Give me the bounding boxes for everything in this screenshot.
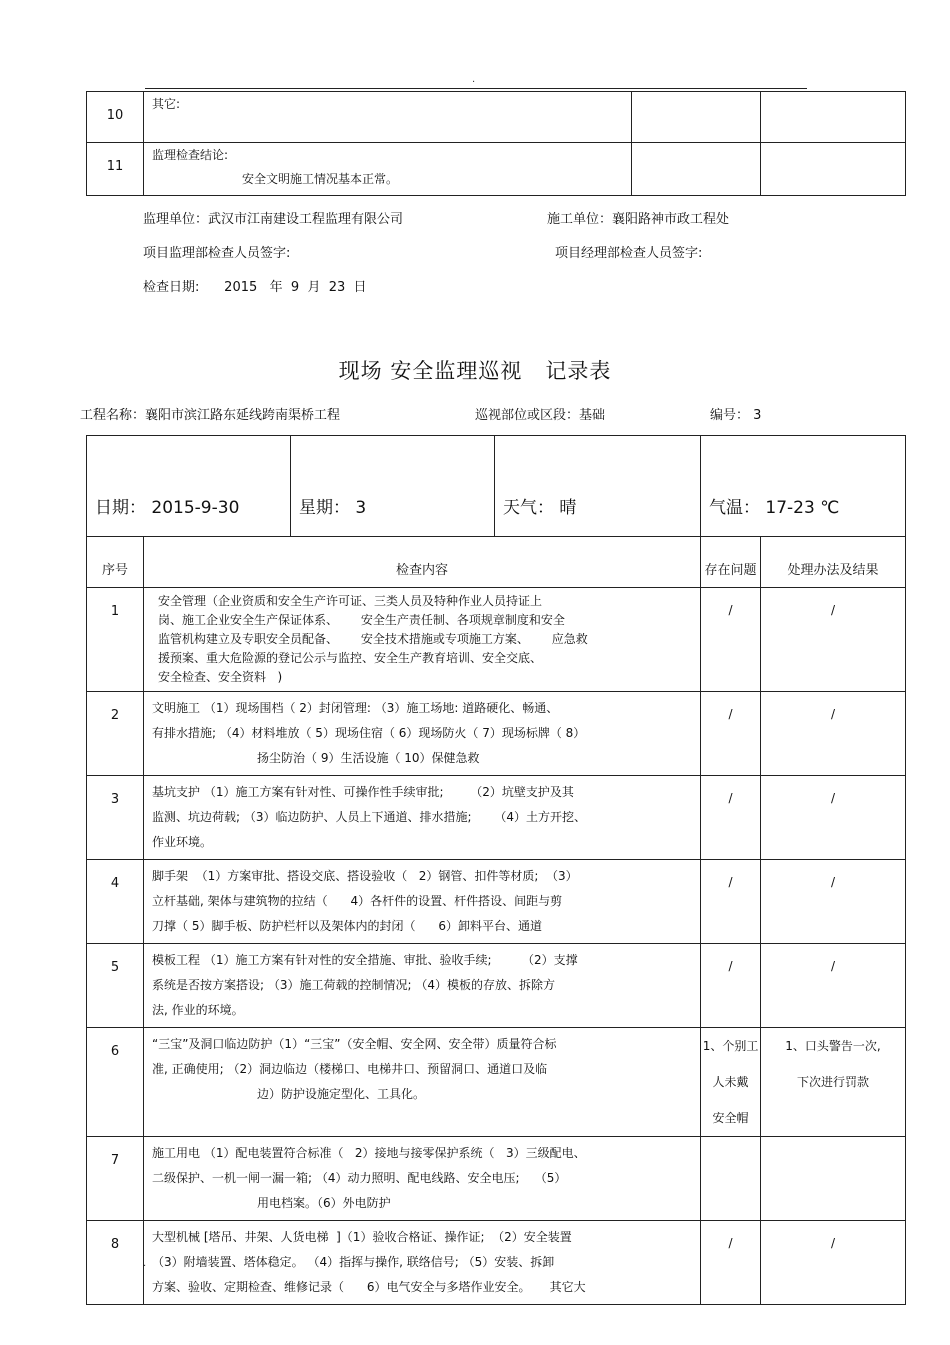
- item-content-line: 基坑支护 （1）施工方案有针对性、可操作性手续审批; （2）坑壁支护及其: [152, 785, 574, 799]
- item-result: [761, 860, 906, 944]
- item-content: [144, 588, 701, 692]
- item-content-line: 监测、坑边荷载; （3）临边防护、人员上下通道、排水措施; （4）土方开挖、: [152, 810, 587, 824]
- item-row: [87, 1028, 906, 1137]
- item-content-line: 有排水措施; （4）材料堆放（ 5）现场住宿（ 6）现场防火（ 7）现场标牌（ 8）: [152, 726, 586, 740]
- item-result-text: /: [830, 791, 836, 805]
- item-content-line: “三宝”及洞口临边防护（1）“三宝”（安全帽、安全网、安全带）质量符合标: [152, 1037, 557, 1051]
- item-content-line: 用电档案。（6）外电防护: [257, 1196, 391, 1210]
- item-issue: [701, 692, 761, 776]
- project-name: 工程名称：襄阳市滨江路东延线跨南渠桥工程: [80, 408, 341, 423]
- item-result-text: /: [830, 1236, 836, 1250]
- item-no: 5: [87, 944, 144, 1028]
- item-content-line: 二级保护、一机一闸一漏一箱; （4）动力照明、配电线路、安全电压; （5）: [152, 1171, 567, 1185]
- item-no: 3: [87, 776, 144, 860]
- item-result: [761, 588, 906, 692]
- item-issue: [701, 1028, 761, 1137]
- page-dot-bottom: .: [143, 1258, 147, 1269]
- row-label: 其它:: [152, 97, 181, 111]
- item-content-line: 脚手架 （1）方案审批、搭设交底、搭设验收（ 2）钢管、扣件等材质; （3）: [152, 869, 578, 883]
- item-issue-text: /: [728, 959, 733, 973]
- item-row: [87, 944, 906, 1028]
- item-issue: [701, 588, 761, 692]
- item-content-line: 刀撑（ 5）脚手板、防护栏杆以及架体内的封闭（ 6）卸料平台、通道: [152, 919, 542, 933]
- item-row: [87, 1137, 906, 1221]
- item-content-line: （3）附墙装置、塔体稳定。 （4）指挥与操作, 联络信号; （5）安装、拆卸: [152, 1255, 555, 1269]
- conclusion-text: 安全文明施工情况基本正常。: [242, 172, 399, 186]
- item-content: [144, 1137, 701, 1221]
- temperature-cell: 气温： 17-23 ℃: [701, 436, 906, 537]
- item-content-line: 大型机械 [塔吊、井架、人货电梯 ]（1）验收合格证、操作证; （2）安全装置: [152, 1230, 572, 1244]
- item-result: [761, 692, 906, 776]
- item-content-line: 边）防护设施定型化、工具化。: [257, 1087, 426, 1101]
- check-date: 检查日期: 2015 年 9 月 23 日: [143, 280, 367, 295]
- inspection-table: [86, 435, 906, 1305]
- item-row: [87, 588, 906, 692]
- item-issue-text: /: [728, 603, 733, 617]
- item-no: 4: [87, 860, 144, 944]
- item-issue-text: /: [728, 707, 733, 721]
- item-row: [87, 1221, 906, 1305]
- item-content-line: 安全管理（企业资质和安全生产许可证、三类人员及特种作业人员持证上: [158, 594, 543, 608]
- weekday-cell: 星期： 3: [291, 436, 495, 537]
- supervisor-sign-label: 项目监理部检查人员签字:: [143, 246, 291, 261]
- conclusion-cell: [144, 143, 632, 196]
- item-issue-text: /: [728, 875, 733, 889]
- empty-cell: [761, 143, 906, 196]
- item-issue: [701, 1221, 761, 1305]
- weather-cell: 天气： 晴: [495, 436, 701, 537]
- item-issue-text: /: [728, 1236, 733, 1250]
- item-content-line: 安全检查、安全资料 ): [158, 670, 283, 684]
- row-label: 监理检查结论:: [152, 148, 229, 162]
- item-no: 8: [87, 1221, 144, 1305]
- row-no: 11: [87, 143, 144, 196]
- item-result-text: /: [830, 707, 836, 721]
- item-issue-text: 安全帽: [712, 1111, 749, 1125]
- item-content-line: 准, 正确使用; （2）洞边临边（楼梯口、电梯井口、预留洞口、通道口及临: [152, 1062, 548, 1076]
- empty-cell: [632, 143, 761, 196]
- col-header-no: 序号: [87, 537, 144, 588]
- item-result: [761, 1028, 906, 1137]
- item-row: [87, 692, 906, 776]
- item-content: [144, 776, 701, 860]
- item-issue: [701, 1137, 761, 1221]
- item-result-text: 下次进行罚款: [797, 1075, 870, 1089]
- item-content-line: 扬尘防治（ 9）生活设施（ 10）保健急救: [257, 751, 480, 765]
- item-content-line: 立杆基础, 架体与建筑物的拉结（ 4）各杆件的设置、杆件搭设、间距与剪: [152, 894, 563, 908]
- empty-cell: [761, 92, 906, 143]
- item-result: [761, 944, 906, 1028]
- item-content-line: 援预案、重大危险源的登记公示与监控、安全生产教育培训、安全交底、: [158, 651, 543, 665]
- item-content: [144, 944, 701, 1028]
- row-no: 10: [87, 92, 144, 143]
- page-title: 现场 安全监理巡视 记录表: [338, 359, 612, 383]
- item-result-text: /: [830, 875, 836, 889]
- item-content-line: 施工用电 （1）配电装置符合标准（ 2）接地与接零保护系统（ 3）三级配电、: [152, 1146, 586, 1160]
- item-result-text: 1、口头警告一次,: [785, 1039, 881, 1053]
- patrol-area: 巡视部位或区段：基础: [475, 408, 606, 423]
- item-result-text: /: [830, 603, 836, 617]
- item-content-line: 系统是否按方案搭设; （3）施工荷载的控制情况; （4）模板的存放、拆除方: [152, 978, 555, 992]
- item-content-line: 岗、施工企业安全生产保证体系、 安全生产责任制、各项规章制度和安全: [158, 613, 565, 627]
- supervisor-unit: 监理单位：武汉市江南建设工程监理有限公司: [143, 212, 404, 227]
- col-header-result: 处理办法及结果: [761, 537, 906, 588]
- col-header-issue: 存在问题: [701, 537, 761, 588]
- item-issue-text: /: [728, 791, 733, 805]
- item-no: 7: [87, 1137, 144, 1221]
- item-content-line: 方案、验收、定期检查、维修记录（ 6）电气安全与多塔作业安全。 其它大: [152, 1280, 586, 1294]
- item-result-text: /: [830, 959, 836, 973]
- item-content-line: 文明施工 （1）现场围档（ 2）封闭管理: （3）施工场地: 道路硬化、畅通、: [152, 701, 559, 715]
- item-issue-text: 1、个别工人未戴: [702, 1039, 759, 1089]
- date-cell: 日期： 2015-9-30: [87, 436, 291, 537]
- item-issue: [701, 860, 761, 944]
- item-row: [87, 776, 906, 860]
- divider-line: [145, 88, 807, 89]
- item-row: [87, 860, 906, 944]
- empty-cell: [632, 92, 761, 143]
- item-content-line: 法, 作业的环境。: [152, 1003, 244, 1017]
- item-content-line: 模板工程 （1）施工方案有针对性的安全措施、审批、验收手续; （2）支撑: [152, 953, 578, 967]
- item-result: [761, 1137, 906, 1221]
- item-issue: [701, 944, 761, 1028]
- row-label-other: [144, 92, 632, 143]
- item-no: 2: [87, 692, 144, 776]
- item-issue: [701, 776, 761, 860]
- col-header-content: 检查内容: [144, 537, 701, 588]
- serial-number: 编号： 3: [710, 408, 762, 423]
- prev-table: [86, 91, 906, 196]
- item-no: 1: [87, 588, 144, 692]
- item-content-line: 作业环境。: [152, 835, 213, 849]
- manager-sign-label: 项目经理部检查人员签字:: [555, 246, 703, 261]
- item-content: [144, 1221, 701, 1305]
- item-result: [761, 776, 906, 860]
- item-content-line: 监管机构建立及专职安全员配备、 安全技术措施或专项施工方案、 应急救: [158, 632, 588, 646]
- item-result: [761, 1221, 906, 1305]
- item-content: [144, 692, 701, 776]
- item-content: [144, 1028, 701, 1137]
- page-dot-top: .: [472, 74, 476, 85]
- item-no: 6: [87, 1028, 144, 1137]
- construction-unit: 施工单位：襄阳路神市政工程处: [547, 212, 730, 227]
- item-content: [144, 860, 701, 944]
